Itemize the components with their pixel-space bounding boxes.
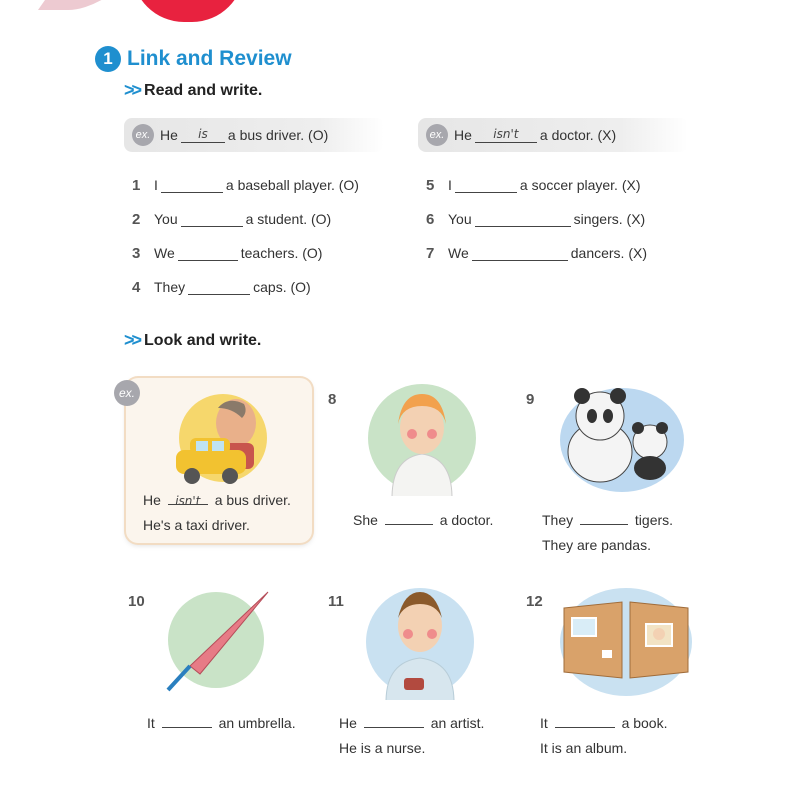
example-answer: isn't	[475, 127, 537, 143]
answer-blank[interactable]	[475, 211, 571, 227]
card-number: 11	[328, 593, 344, 610]
question-row	[426, 175, 641, 195]
doctor-picture	[362, 380, 482, 496]
caption-text: It	[147, 715, 155, 731]
example-text: a bus driver. (O)	[227, 127, 329, 143]
question-row	[132, 209, 331, 229]
example-answer: is	[181, 127, 225, 143]
example-bar-2	[418, 118, 688, 152]
question-text: singers. (X)	[573, 211, 646, 227]
section-title: Link and Review	[127, 47, 292, 70]
card-caption	[339, 711, 484, 761]
question-row	[132, 175, 359, 195]
caption-text: tigers.	[634, 512, 674, 528]
pandas-picture	[550, 380, 690, 496]
section-number-badge: 1	[95, 46, 121, 72]
question-text: I	[154, 177, 158, 193]
answer-blank[interactable]	[580, 509, 628, 525]
tab-stripe	[38, 0, 136, 10]
caption-text: an artist.	[430, 715, 485, 731]
question-number: 5	[426, 176, 435, 194]
caption-text: They	[542, 512, 574, 528]
nurse-picture	[360, 584, 480, 700]
taxi-driver-picture	[168, 388, 278, 488]
card-number: 10	[128, 593, 145, 610]
caption-text: He	[339, 715, 357, 731]
answer-blank[interactable]	[181, 211, 243, 227]
question-text: We	[448, 245, 469, 261]
caption-text: a book.	[621, 715, 668, 731]
caption-text: a doctor.	[439, 512, 494, 528]
question-text: dancers. (X)	[570, 245, 647, 261]
caption-text: a bus driver.	[214, 492, 291, 508]
page-corner-tab	[52, 0, 202, 20]
tab-red-shape	[132, 0, 244, 22]
question-text: They	[154, 279, 186, 295]
answer-blank[interactable]	[161, 177, 223, 193]
question-text: I	[448, 177, 452, 193]
umbrella-picture	[160, 586, 280, 696]
answer-blank[interactable]	[364, 712, 424, 728]
answer-blank[interactable]	[472, 245, 568, 261]
card-caption	[540, 711, 668, 761]
caption-text: He	[143, 492, 161, 508]
card-caption	[147, 711, 296, 736]
instruction-read-and-write	[124, 80, 262, 101]
instruction-look-and-write	[124, 330, 261, 351]
question-text: caps. (O)	[253, 279, 311, 295]
caption-text: an umbrella.	[218, 715, 296, 731]
double-chevron-icon: >>	[124, 330, 140, 350]
question-row	[426, 243, 647, 263]
question-text: You	[448, 211, 472, 227]
example-text: He	[454, 127, 472, 143]
example-badge: ex.	[114, 380, 140, 406]
example-text: a doctor. (X)	[539, 127, 617, 143]
example-text: He	[160, 127, 178, 143]
example-badge: ex.	[426, 124, 448, 146]
question-row	[132, 243, 322, 263]
card-caption	[542, 508, 673, 558]
album-picture	[556, 582, 696, 700]
card-caption	[353, 508, 493, 533]
question-row	[426, 209, 645, 229]
caption-text: He is a nurse.	[339, 740, 426, 756]
question-text: a soccer player. (X)	[519, 177, 641, 193]
question-number: 1	[132, 176, 141, 194]
question-number: 3	[132, 244, 141, 262]
caption-text: She	[353, 512, 378, 528]
caption-text: It is an album.	[540, 740, 628, 756]
answer-blank[interactable]	[162, 712, 212, 728]
section-header	[95, 46, 292, 72]
answer-blank[interactable]	[188, 279, 250, 295]
question-row	[132, 277, 311, 297]
question-number: 2	[132, 210, 141, 228]
card-number: 9	[526, 391, 535, 408]
caption-text: It	[540, 715, 548, 731]
instruction-text: Read and write.	[144, 81, 263, 99]
card-number: 12	[526, 593, 543, 610]
question-text: a student. (O)	[245, 211, 332, 227]
example-bar-1	[124, 118, 384, 152]
answer-blank[interactable]	[555, 712, 615, 728]
caption-text: He's a taxi driver.	[143, 517, 250, 533]
instruction-text: Look and write.	[144, 331, 262, 349]
question-text: We	[154, 245, 175, 261]
answer-blank[interactable]	[385, 509, 433, 525]
question-text: a baseball player. (O)	[225, 177, 359, 193]
example-answer: isn't	[168, 489, 208, 505]
question-number: 4	[132, 278, 141, 296]
card-number: 8	[328, 391, 337, 408]
answer-blank[interactable]	[455, 177, 517, 193]
double-chevron-icon: >>	[124, 80, 140, 100]
example-badge: ex.	[132, 124, 154, 146]
question-text: You	[154, 211, 178, 227]
question-number: 6	[426, 210, 435, 228]
caption-text: They are pandas.	[542, 537, 651, 553]
card-caption	[143, 488, 291, 538]
answer-blank[interactable]	[178, 245, 238, 261]
question-text: teachers. (O)	[240, 245, 323, 261]
question-number: 7	[426, 244, 435, 262]
